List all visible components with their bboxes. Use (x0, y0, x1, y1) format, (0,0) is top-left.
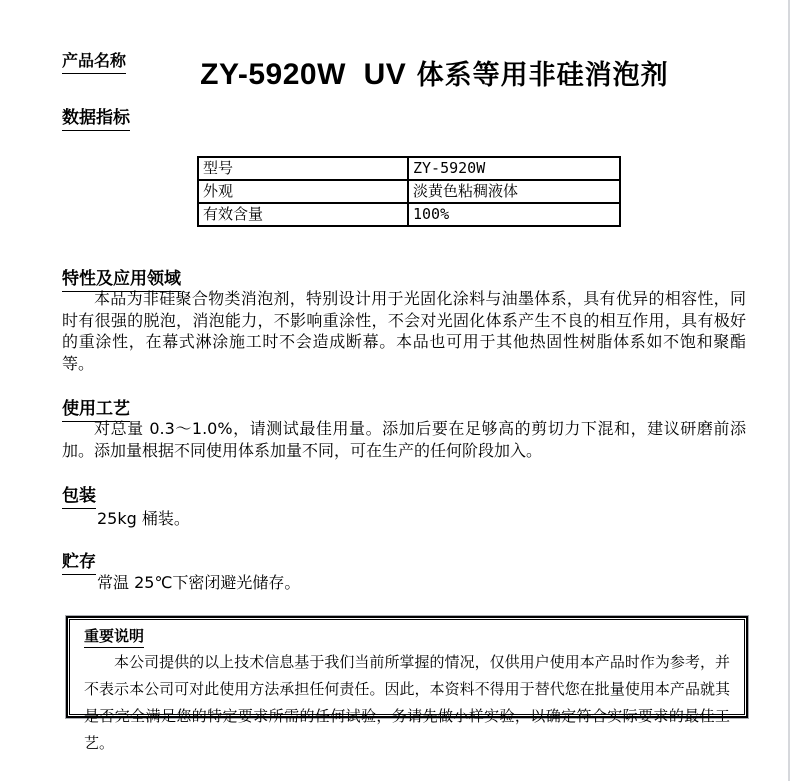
packaging-text: 25kg 桶装。 (97, 509, 190, 528)
storage-text: 常温 25℃下密闭避光储存。 (97, 573, 301, 592)
spec-value-appearance: 淡黄色粘稠液体 (408, 180, 620, 203)
table-row (198, 203, 620, 226)
product-name-label (62, 48, 126, 74)
section-heading-usage: 使用工艺 (62, 394, 130, 422)
page-title-model: ZY-5920W UV (200, 58, 407, 91)
section-heading-storage: 贮存 (62, 547, 96, 575)
page-title-cjk: 体系等用非硅消泡剂 (406, 60, 669, 91)
page-edge-line (788, 0, 790, 781)
notice-paragraph: 本公司提供的以上技术信息基于我们当前所掌握的情况，仅供用户使用本产品时作为参考，并不表示本公司可对此使用方法承担任何责任。因此，本资料不得用于替代您在批量使用本产品就其是否完全满足您的特定要求所需的任何试验，务请先做小样实验，以确定符合实际要求的最佳工艺。 (84, 653, 730, 752)
section-heading-features: 特性及应用领域 (62, 264, 181, 292)
page-title (190, 34, 669, 92)
features-paragraph: 本品为非硅聚合物类消泡剂，特别设计用于光固化涂料与油墨体系，具有优异的相容性，同时有很强的脱泡，消泡能力，不影响重涂性，不会对光固化体系产生不良的相互作用，具有极好的重涂性，在幕式淋涂施工时不会造成断幕。本品也可用于其他热固性树脂体系如不饱和聚酯等。 (62, 289, 746, 373)
spec-label-model: 型号 (198, 157, 408, 180)
section-heading-packaging: 包装 (62, 481, 96, 509)
section-heading-data: 数据指标 (62, 103, 130, 131)
spec-table (197, 156, 621, 227)
important-notice-box (66, 616, 748, 752)
spec-label-appearance: 外观 (198, 180, 408, 203)
spec-value-content: 100% (408, 203, 620, 226)
table-row (198, 157, 620, 180)
usage-paragraph: 对总量 0.3～1.0%，请测试最佳用量。添加后要在足够高的剪切力下混和，建议研磨前添加。添加量根据不同使用体系加量不同，可在生产的任何阶段加入。 (62, 419, 746, 460)
spec-label-content: 有效含量 (198, 203, 408, 226)
important-notice-inner (69, 619, 745, 752)
table-row (198, 180, 620, 203)
product-name-label-text: 产品名称 (62, 48, 126, 74)
notice-heading: 重要说明 (84, 625, 144, 648)
spec-value-model: ZY-5920W (408, 157, 620, 180)
